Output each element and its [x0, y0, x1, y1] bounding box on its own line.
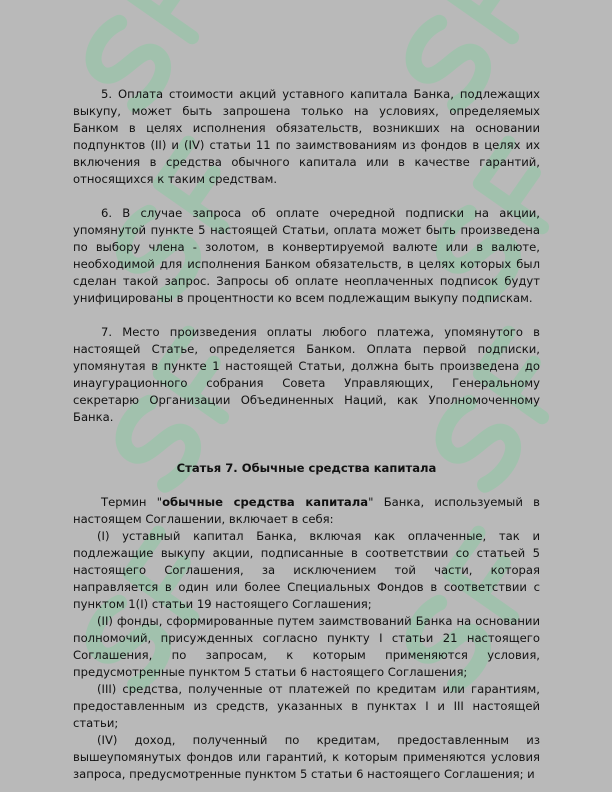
intro-prefix: Термин ": [101, 495, 163, 509]
paragraph-5: 5. Оплата стоимости акций уставного капитала Банка, подлежащих выкупу, может быть запрошена только на условиях, определяемых Банком в целях исполнения обязательств, возникших на основании подпунктов (II) и (IV) статьи 11 по заимствованиям из фондов в целях их включения в средства обычного капитала или в качестве гарантий, относящихся к таким средствам.: [73, 87, 540, 186]
article-7-heading: Статья 7. Обычные средства капитала: [176, 461, 437, 475]
paragraph-7: 7. Место произведения оплаты любого платежа, упомянутого в настоящей Статье, определяется Банком. Оплата первой подписки, упомянутая в пункте 1 настоящей Статьи, должна быть произведена до инаугурационного собрания Совета Управляющих, Генеральному секретарю Организации Объединенных Наций, как Уполномоченному Банка.: [73, 325, 540, 424]
list-item-3: (III) средства, полученные от платежей по кредитам или гарантиям, предоставленным из средств, указанных в пунктах I и III настоящей статьи;: [73, 682, 540, 730]
list-item-4: (IV) доход, полученный по кредитам, предоставленным из вышеупомянутых фондов или гарантий, к которым применяются условия запроса, предусмотренные пунктом 5 статьи 6 настоящего Соглашения; и: [73, 733, 540, 781]
list-item-1: (I) уставный капитал Банка, включая как оплаченные, так и подлежащие выкупу акции, подписанные в соответствии со статьей 5 настоящего Соглашения, за исключением той части, которая направляется в один или более Специальных Фондов в соответствии с пунктом 1(I) статьи 19 настоящего Соглашения;: [73, 529, 540, 611]
document-body: [73, 86, 540, 783]
defined-term: обычные средства капитала: [162, 495, 369, 509]
article-7-intro: [73, 494, 540, 528]
list-item-2: (II) фонды, сформированные путем заимствований Банка на основании полномочий, присужденных согласно пункту I статьи 21 настоящего Соглашения, по запросам, к которым применяются условия, предусмотренные пунктом 5 статьи 6 настоящего Соглашения;: [73, 614, 540, 679]
paragraph-6: 6. В случае запроса об оплате очередной подписки на акции, упомянутой пункте 5 настоящей Статьи, оплата может быть произведена по выбору члена - золотом, в конвертируемой валюте или в валюте, необходимой для исполнения Банком обязательств, в целях которых был сделан такой запрос. Запросы об оплате неоплаченных подписок будут унифицированы в процентности ко всем подлежащим выкупу подпискам.: [73, 206, 540, 305]
intro-suffix: " Банка, используемый в настоящем Соглашении, включает в себя:: [73, 495, 540, 526]
